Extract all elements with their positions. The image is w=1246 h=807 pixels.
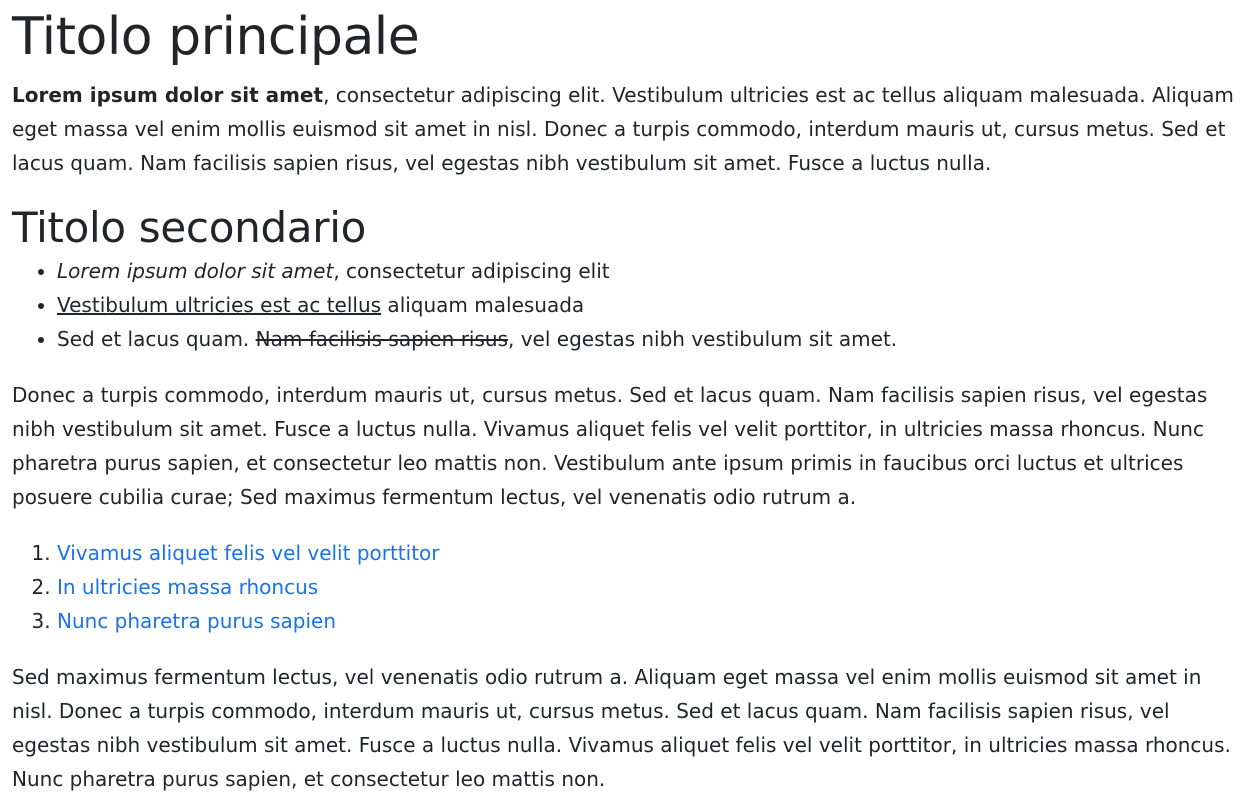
intro-paragraph [12, 78, 1240, 180]
link-nunc-pharetra[interactable]: Nunc pharetra purus sapien [57, 609, 337, 633]
body-paragraph-3: Sed maximus fermentum lectus, vel venenatis odio rutrum a. Aliquam eget massa vel enim mollis euismod sit amet in nisl. Donec a turpis commodo, interdum mauris ut, cursus metus. Sed et lacus quam. Nam facilisis sapien risus, vel egestas nibh vestibulum sit amet. Fusce a luctus nulla. Vivamus aliquet felis vel velit porttitor, in ultricies massa rhoncus. Nunc pharetra purus sapien, et consectetur leo mattis non. [12, 665, 1231, 791]
body-paragraph-2: Donec a turpis commodo, interdum mauris ut, cursus metus. Sed et lacus quam. Nam facilisis sapien risus, vel egestas nibh vestibulum sit amet. Fusce a luctus nulla. Vivamus aliquet felis vel velit porttitor, in ultricies massa rhoncus. Nunc pharetra purus sapien, et consectetur leo mattis non. Vestibulum ante ipsum primis in faucibus orci luctus et ultrices posuere cubilia curae; Sed maximus fermentum lectus, vel venenatis odio rutrum a. [12, 383, 1208, 509]
section-title: Titolo secondario [12, 203, 366, 252]
strikethrough-text: Nam facilisis sapien risus [255, 327, 508, 351]
list-item [57, 288, 1240, 322]
list-item-text: Sed et lacus quam. [57, 327, 256, 351]
list-item [57, 604, 1240, 638]
list-item [57, 254, 1240, 288]
link-list [12, 536, 1240, 638]
link-in-ultricies[interactable]: In ultricies massa rhoncus [57, 575, 319, 599]
intro-text: , consectetur adipiscing elit. Vestibulum ultricies est ac tellus aliquam malesuada. Aliquam eget massa vel enim mollis euismod sit amet in nisl. Donec a turpis commodo, interdum mauris ut, cursus metus. Sed et lacus quam. Nam facilisis sapien risus, vel egestas nibh vestibulum sit amet. Fusce a luctus nulla. [12, 83, 1234, 175]
link-vivamus-aliquet[interactable]: Vivamus aliquet felis vel velit porttitor [57, 541, 440, 565]
list-item [57, 570, 1240, 604]
italic-text: Lorem ipsum dolor sit amet [57, 259, 334, 283]
intro-bold-text: Lorem ipsum dolor sit amet [12, 83, 324, 107]
list-item [57, 536, 1240, 570]
list-item [57, 322, 1240, 356]
list-item-text: , vel egestas nibh vestibulum sit amet. [508, 327, 898, 351]
bullet-list [12, 254, 1240, 356]
underlined-text: Vestibulum ultricies est ac tellus [57, 293, 382, 317]
list-item-text: aliquam malesuada [381, 293, 585, 317]
list-item-text: , consectetur adipiscing elit [333, 259, 610, 283]
page-title: Titolo principale [12, 7, 420, 67]
